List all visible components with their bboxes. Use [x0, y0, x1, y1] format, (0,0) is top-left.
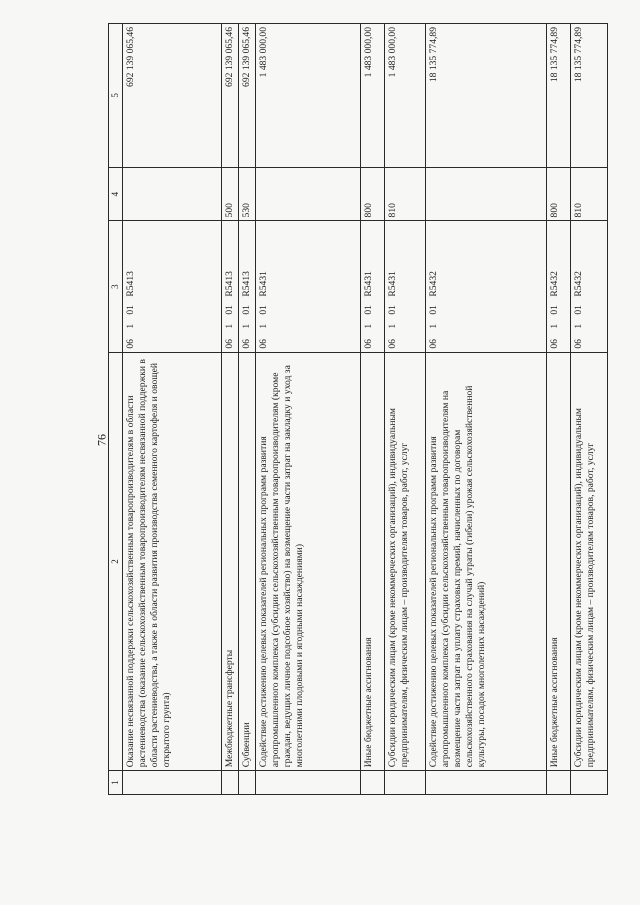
row-code [571, 221, 608, 352]
row-code [239, 221, 256, 352]
row-name: Иные бюджетные ассигнования [547, 352, 571, 771]
row-vr: 800 [547, 167, 571, 221]
row-amount: 1 483 000,00 [385, 24, 426, 168]
row-vr: 800 [361, 167, 385, 221]
header-row [109, 24, 123, 795]
row-name: Содействие достижению целевых показателей региональных программ развития агропромышленного комплекса (субсидии сельскохозяйственным товаропроизводителям (кроме граждан, ведущих личное подсобное хозяйство) на возмещение части затрат на закладку и уход за многолетними плодовыми и ягодными насаждениями) [256, 352, 361, 771]
row-amount: 692 139 065,46 [222, 24, 239, 168]
row-name: Субсидии юридическим лицам (кроме некоммерческих организаций), индивидуальным предпринимателям, физическим лицам – производителям товаров, работ, услуг [571, 352, 608, 771]
code-dir: R5432 [573, 271, 585, 297]
table-row [222, 24, 239, 795]
row-vr [123, 167, 222, 221]
row-code [256, 221, 361, 352]
code-dir: R5413 [224, 271, 236, 297]
row-name: Субвенции [239, 352, 256, 771]
header-col-2: 2 [109, 352, 123, 771]
code-pp: 1 [125, 323, 137, 329]
row-amount: 18 135 774,89 [571, 24, 608, 168]
code-om: 01 [224, 305, 236, 315]
code-dir: R5432 [428, 271, 440, 297]
row-vr: 810 [571, 167, 608, 221]
table-row [239, 24, 256, 795]
row-empty-cell [361, 771, 385, 795]
code-pp: 1 [258, 323, 270, 329]
code-gp: 06 [258, 339, 270, 349]
row-empty-cell [239, 771, 256, 795]
row-code [547, 221, 571, 352]
code-pp: 1 [573, 323, 585, 329]
table-row [426, 24, 547, 795]
header-col-3: 3 [109, 221, 123, 352]
row-empty-cell [123, 771, 222, 795]
row-name: Субсидии юридическим лицам (кроме некоммерческих организаций), индивидуальным предпринимателям, физическим лицам – производителям товаров, работ, услуг [385, 352, 426, 771]
code-gp: 06 [428, 339, 440, 349]
code-gp: 06 [363, 339, 375, 349]
row-amount: 1 483 000,00 [361, 24, 385, 168]
code-om: 01 [363, 305, 375, 315]
row-vr: 500 [222, 167, 239, 221]
code-gp: 06 [241, 339, 253, 349]
code-pp: 1 [549, 323, 561, 329]
header-col-1: 1 [109, 771, 123, 795]
code-dir: R5413 [125, 271, 137, 297]
row-empty-cell [547, 771, 571, 795]
row-amount: 692 139 065,46 [239, 24, 256, 168]
code-gp: 06 [125, 339, 137, 349]
code-pp: 1 [363, 323, 375, 329]
table-row [571, 24, 608, 795]
row-name: Оказание несвязанной поддержки сельскохозяйственным товаропроизводителям в области растениеводства (оказание сельскохозяйственным товаропроизводителям несвязанной поддержки в области растениеводства, а также в области развития производства семенного картофеля и овощей открытого грунта) [123, 352, 222, 771]
code-pp: 1 [224, 323, 236, 329]
row-code [123, 221, 222, 352]
row-code [222, 221, 239, 352]
row-name: Содействие достижению целевых показателей региональных программ развития агропромышленного комплекса (субсидии сельскохозяйственным товаропроизводителям на возмещение части затрат на уплату страховых премий, начисленных по договорам сельскохозяйственного страхования на случай утраты (гибели) урожая сельскохозяйственной культуры, посадок многолетних насаждений) [426, 352, 547, 771]
row-empty-cell [222, 771, 239, 795]
code-pp: 1 [428, 323, 440, 329]
code-gp: 06 [549, 339, 561, 349]
code-om: 01 [549, 305, 561, 315]
row-code [361, 221, 385, 352]
row-amount: 18 135 774,89 [547, 24, 571, 168]
row-amount: 1 483 000,00 [256, 24, 361, 168]
row-empty-cell [426, 771, 547, 795]
code-dir: R5432 [549, 271, 561, 297]
table-row [361, 24, 385, 795]
code-gp: 06 [573, 339, 585, 349]
row-empty-cell [571, 771, 608, 795]
row-code [426, 221, 547, 352]
row-code [385, 221, 426, 352]
row-vr [426, 167, 547, 221]
row-amount: 18 135 774,89 [426, 24, 547, 168]
table-row [385, 24, 426, 795]
code-pp: 1 [387, 323, 399, 329]
header-col-5: 5 [109, 24, 123, 168]
row-name: Межбюджетные трансферты [222, 352, 239, 771]
code-pp: 1 [241, 323, 253, 329]
row-amount: 692 139 065,46 [123, 24, 222, 168]
code-dir: R5431 [363, 271, 375, 297]
rotated-table-content [108, 23, 597, 795]
row-vr: 530 [239, 167, 256, 221]
budget-table [108, 23, 608, 795]
row-name: Иные бюджетные ассигнования [361, 352, 385, 771]
page-number: 76 [94, 434, 109, 446]
code-om: 01 [387, 305, 399, 315]
row-empty-cell [385, 771, 426, 795]
code-dir: R5413 [241, 271, 253, 297]
code-dir: R5431 [387, 271, 399, 297]
code-om: 01 [125, 305, 137, 315]
table-row [123, 24, 222, 795]
code-dir: R5431 [258, 271, 270, 297]
code-gp: 06 [387, 339, 399, 349]
code-om: 01 [573, 305, 585, 315]
table-row [547, 24, 571, 795]
code-gp: 06 [224, 339, 236, 349]
row-vr: 810 [385, 167, 426, 221]
code-om: 01 [428, 305, 440, 315]
header-col-4: 4 [109, 167, 123, 221]
table-row [256, 24, 361, 795]
code-om: 01 [258, 305, 270, 315]
row-vr [256, 167, 361, 221]
row-empty-cell [256, 771, 361, 795]
rotated-table-area [108, 23, 640, 785]
code-om: 01 [241, 305, 253, 315]
